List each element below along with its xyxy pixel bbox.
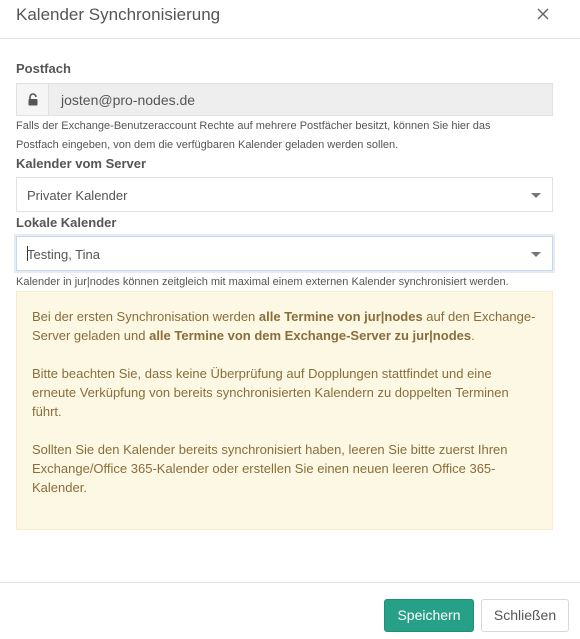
mailbox-help-line2: Postfach eingeben, von dem die verfügbaren Kalender geladen werden sollen. (16, 139, 399, 151)
local-calendar-help: Kalender in jur|nodes können zeitgleich mit maximal einem externen Kalender synchronisiert werden. (16, 276, 509, 288)
local-calendar-select[interactable] (16, 236, 553, 271)
server-calendar-select[interactable] (16, 177, 553, 212)
chevron-down-icon (531, 193, 541, 198)
notice-paragraph-3: Sollten Sie den Kalender bereits synchronisiert haben, leeren Sie bitte zuerst Ihren Exchange/Office 365-Kalender oder erstellen Sie einen neuen leeren Office 365-Kalender. (32, 442, 508, 495)
mailbox-field (16, 83, 553, 116)
mailbox-help-line1: Falls der Exchange-Benutzeraccount Rechte auf mehrere Postfächer besitzt, können Sie hier das (16, 120, 491, 132)
mailbox-label: Postfach (16, 61, 71, 76)
dialog-title: Kalender Synchronisierung (16, 5, 221, 24)
lock-icon (27, 93, 39, 106)
mailbox-value: josten@pro-nodes.de (61, 92, 196, 108)
lock-addon (17, 84, 49, 115)
local-calendar-value: Testing, Tina (27, 247, 100, 262)
notice-paragraph-2: Bitte beachten Sie, dass keine Überprüfung auf Dopplungen stattfindet und eine erneute Verküpfung von bereits synchronisierten Kalendern zu doppelten Terminen führt. (32, 366, 509, 419)
close-icon[interactable] (533, 4, 553, 24)
notice-paragraph-1: Bei der ersten Synchronisation werden alle Termine von jur|nodes auf den Exchange-Server geladen und alle Termine von dem Exchange-Server zu jur|nodes. (32, 309, 536, 343)
sync-warning-notice (16, 291, 553, 530)
local-calendar-label: Lokale Kalender (16, 215, 117, 230)
server-calendar-value: Privater Kalender (27, 188, 128, 203)
dialog-footer (0, 582, 580, 639)
save-button[interactable]: Speichern (384, 599, 474, 632)
server-calendar-label: Kalender vom Server (16, 156, 147, 171)
close-button[interactable]: Schließen (481, 599, 569, 632)
chevron-down-icon (531, 252, 541, 257)
dialog-header (0, 0, 580, 39)
